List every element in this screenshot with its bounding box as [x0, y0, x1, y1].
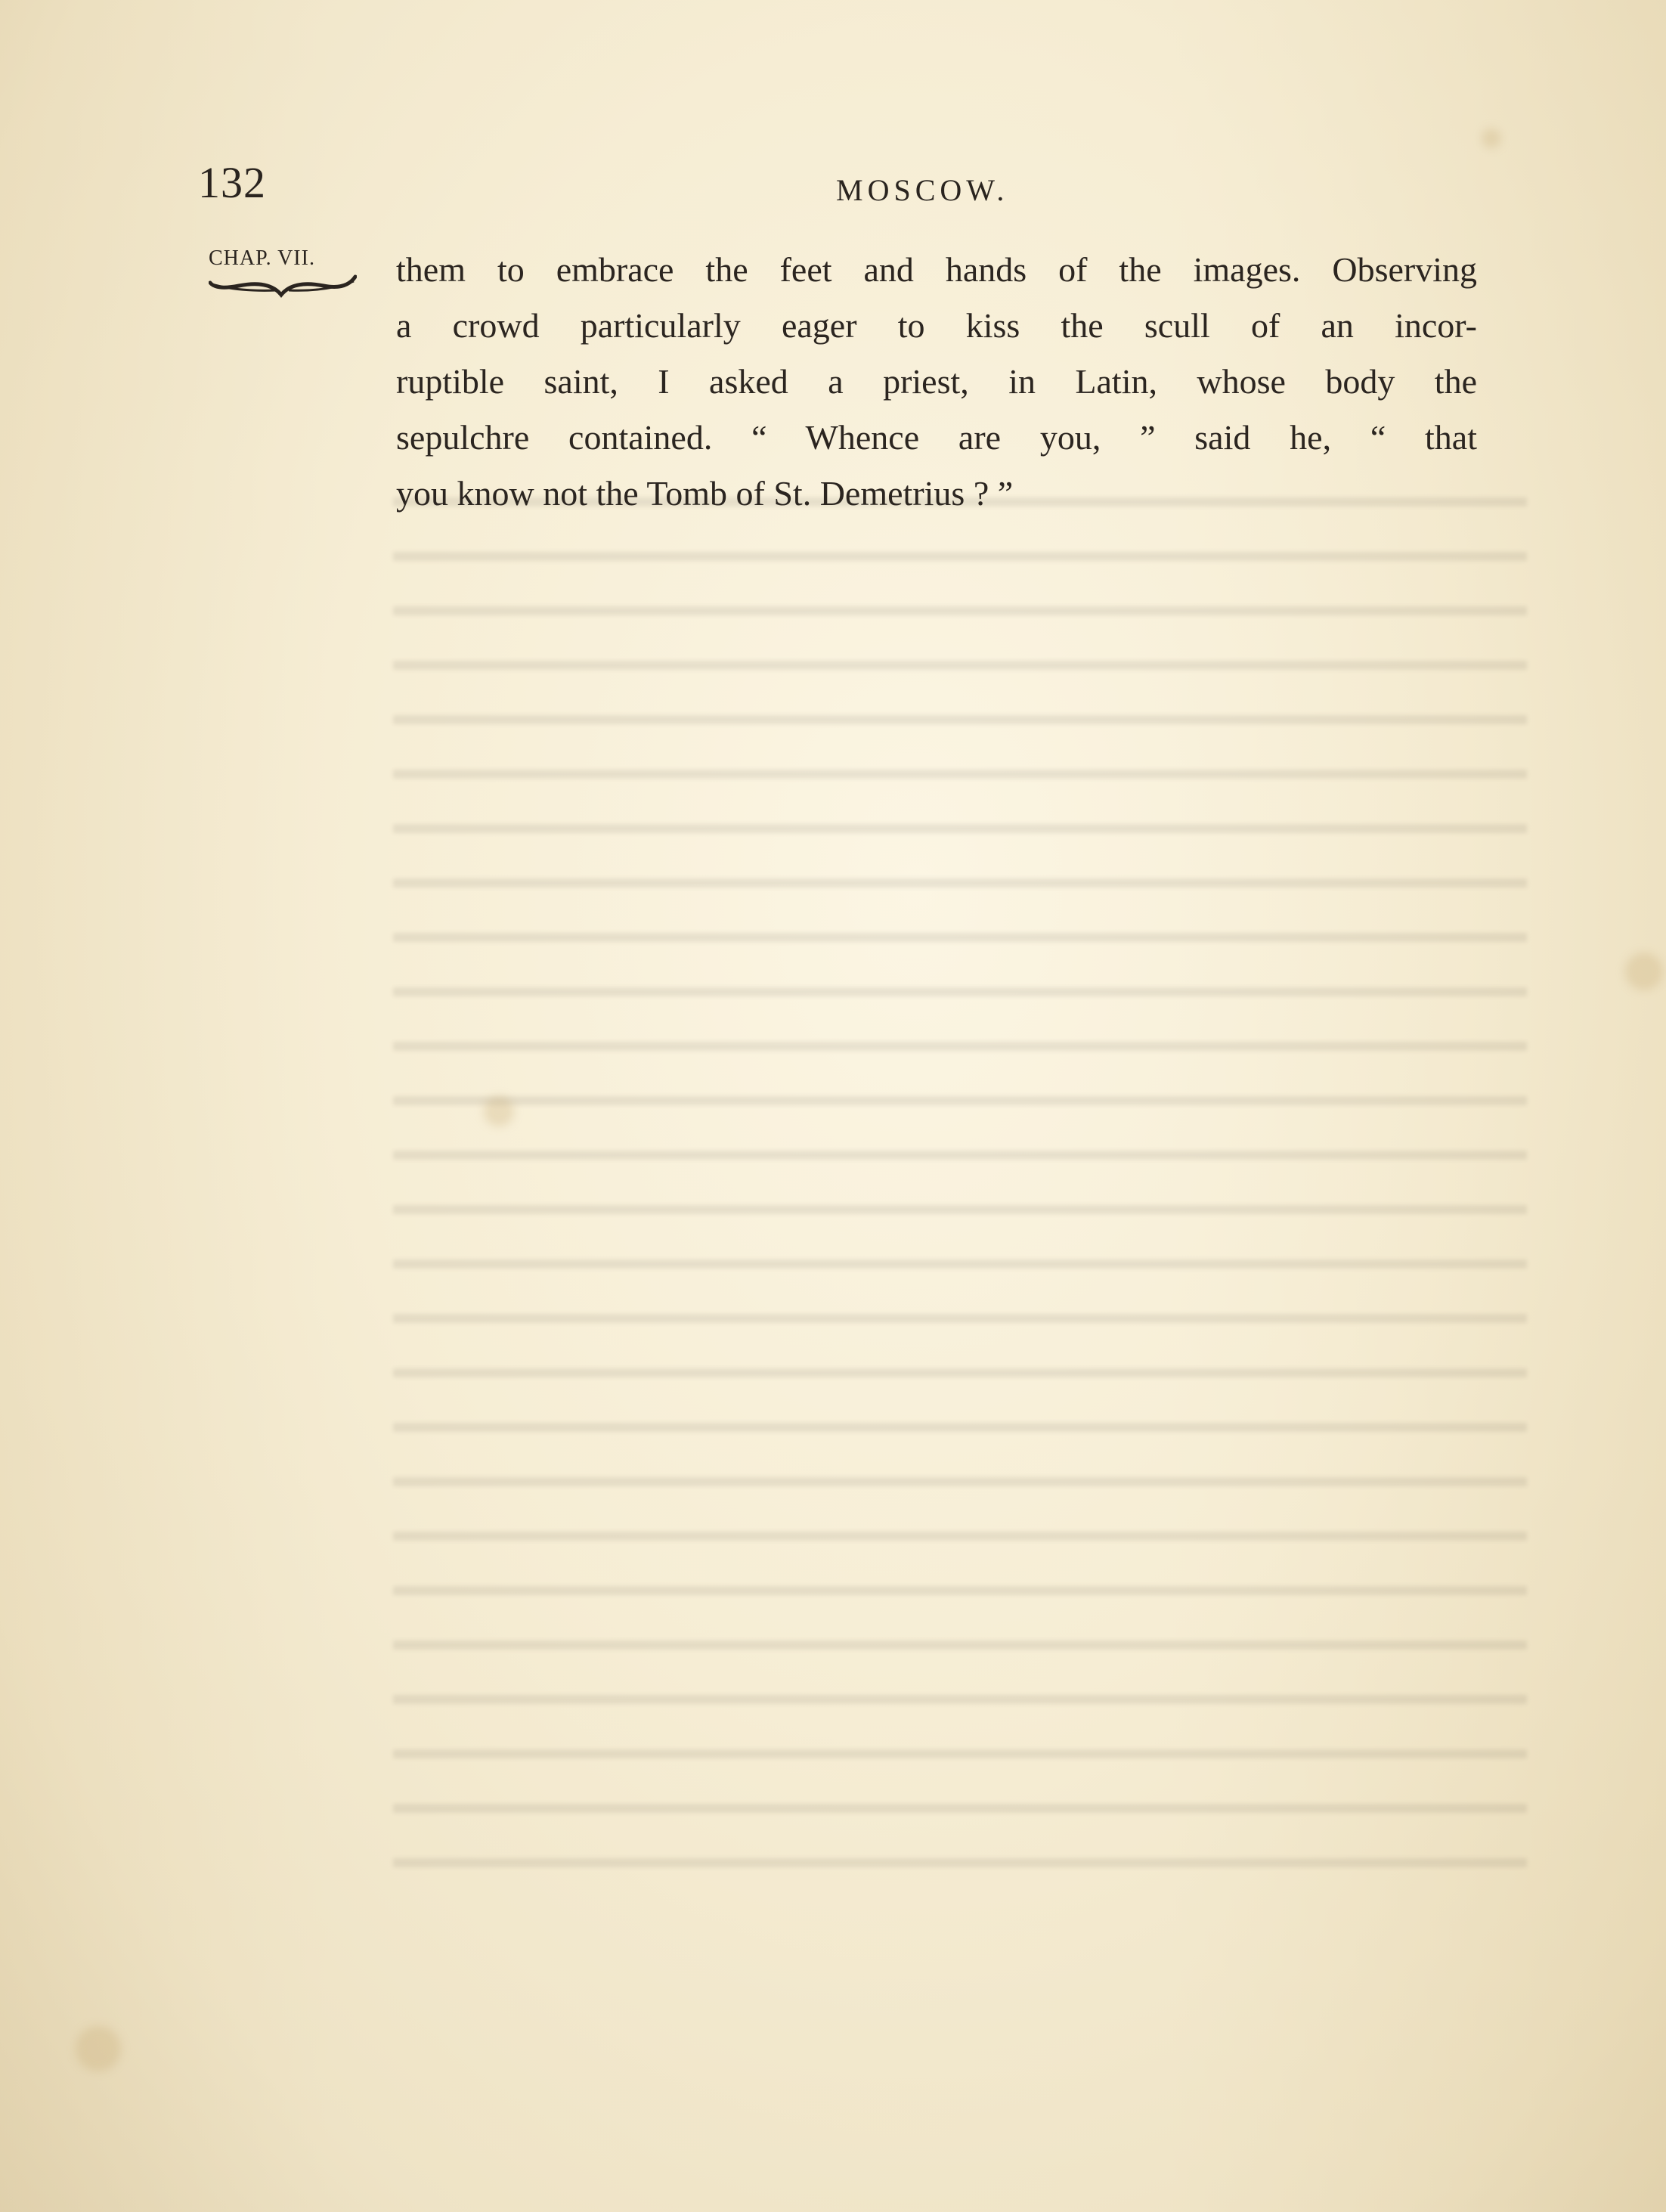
running-title: MOSCOW. — [836, 173, 1009, 207]
text-line: ruptible saint, I asked a priest, in Latin, whose body the — [396, 362, 1477, 401]
text-line: a crowd particularly eager to kiss the scull of an incor- — [396, 306, 1477, 345]
foxing-spot — [1625, 953, 1663, 990]
text-line: them to embrace the feet and hands of the images. Observing — [396, 250, 1477, 289]
body-text — [396, 242, 1477, 522]
margin-note — [209, 246, 360, 299]
foxing-spot — [484, 1096, 514, 1126]
chapter-label: CHAP. VII. — [209, 246, 315, 270]
foxing-spot — [1482, 129, 1501, 148]
reverse-side-show-through — [393, 469, 1527, 1905]
text-line: you know not the Tomb of St. Demetrius ? ” — [396, 474, 1014, 513]
page-number: 132 — [198, 158, 266, 207]
text-line: sepulchre contained. “ Whence are you, ” said he, “ that — [396, 418, 1477, 457]
foxing-spot — [76, 2026, 121, 2071]
brace-ornament-icon — [209, 274, 357, 299]
